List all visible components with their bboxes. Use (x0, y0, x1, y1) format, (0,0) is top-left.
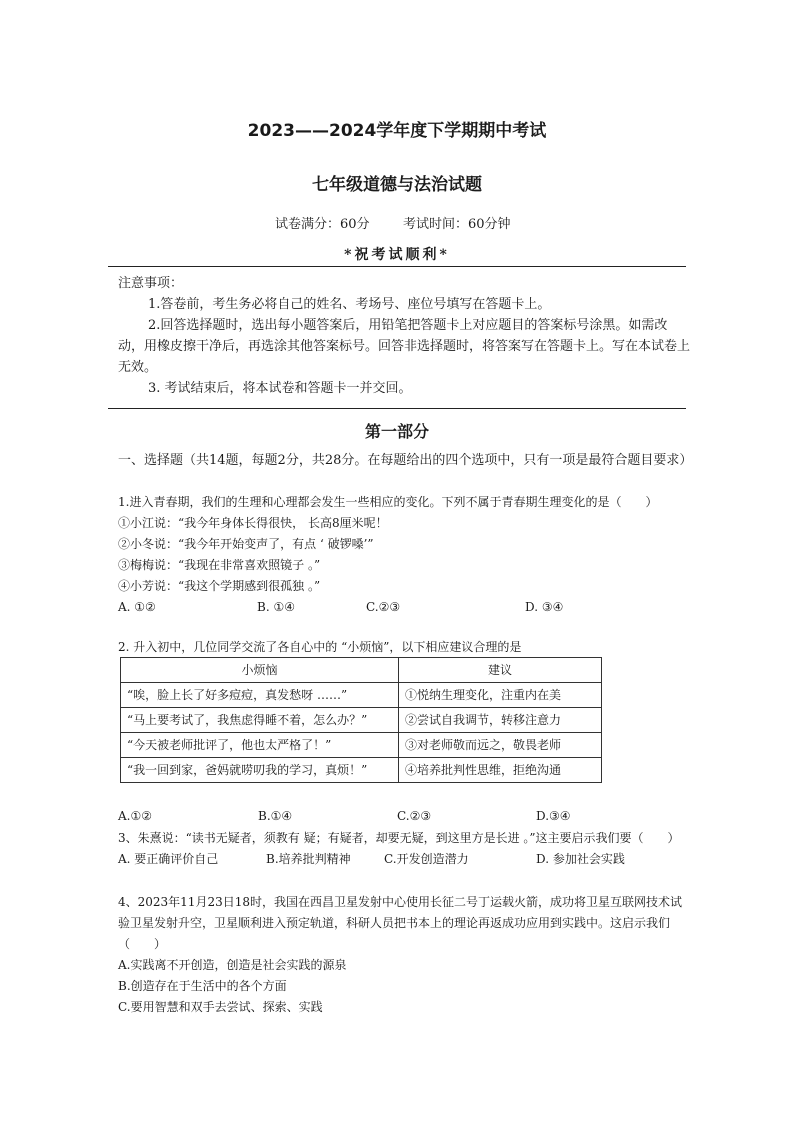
q1-statement: ③梅梅说：“我现在非常喜欢照镜子 。” (118, 558, 321, 572)
q1-option-a: A. ①② (118, 600, 156, 614)
q4-stem: 4、2023年11月23日18时，我国在西昌卫星发射中心使用长征二号丁运载火箭，成功将卫星互联网技术试验卫星发射升空，卫星顺利进入预定轨道，科研人员把书本上的理论再返成功应用到实践中。这启示我们（ ） (118, 895, 682, 951)
q2-options (118, 806, 690, 827)
exam-title: 2023——2024学年度下学期期中考试 (247, 121, 547, 141)
question-3 (118, 828, 690, 870)
full-score: 试卷满分：60分 (275, 217, 370, 232)
q1-option-d: D. ③④ (525, 600, 564, 614)
exam-time: 考试时间：60分钟 (403, 217, 511, 232)
q2-stem: 2. 升入初中，几位同学交流了各自心中的 “小烦恼”，以下相应建议合理的是 (118, 640, 522, 654)
advice-cell: ③对老师敬而远之，敬畏老师 (399, 733, 602, 758)
q1-option-b: B. ①④ (257, 600, 295, 614)
q1-statement: ①小江说：“我今年身体长得很快， 长高8厘米呢！ (118, 516, 388, 530)
q3-option-d: D. 参加社会实践 (536, 852, 625, 866)
q1-stem: 1.进入青春期，我们的生理和心理都会发生一些相应的变化。下列不属于青春期生理变化的是（ ） (118, 495, 658, 509)
q3-option-b: B.培养批判精神 (266, 852, 351, 866)
q2-option-d: D.③④ (536, 809, 571, 823)
notes-item-1: 1.答卷前，考生务必将自己的姓名、考场号、座位号填写在答题卡上。 (148, 297, 551, 312)
divider-bottom (108, 408, 686, 409)
exam-subtitle: 七年级道德与法治试题 (312, 175, 482, 195)
q3-option-a: A. 要正确评价自己 (118, 852, 219, 866)
q1-statement: ④小芳说：“我这个学期感到很孤独 。” (118, 579, 321, 593)
notes-block (118, 273, 690, 399)
worry-cell: “唉，脸上长了好多痘痘，真发愁呀 ……” (121, 683, 399, 708)
q1-option-c: C.②③ (366, 600, 401, 614)
col-header-worry: 小烦恼 (121, 658, 399, 683)
q2-options-block (118, 806, 690, 827)
q2-option-b: B.①④ (258, 809, 293, 823)
q2-stem-block (118, 637, 690, 658)
notes-heading: 注意事项： (118, 276, 184, 291)
part-title: 第一部分 (364, 422, 429, 441)
table-header-row (121, 658, 602, 683)
q4-option-b: B.创造存在于生活中的各个方面 (118, 979, 287, 993)
question-4 (118, 892, 690, 1018)
advice-cell: ②尝试自我调节，转移注意力 (399, 708, 602, 733)
q1-options (118, 597, 690, 618)
question-1 (118, 492, 690, 618)
worry-cell: “马上要考试了，我焦虑得睡不着，怎么办？” (121, 708, 399, 733)
table-row (121, 758, 602, 783)
section-heading (118, 450, 693, 471)
q1-statement: ②小冬说：“我今年开始变声了，有点 ‘ 破锣嗓’” (118, 537, 374, 551)
table-row (121, 733, 602, 758)
q3-options (118, 849, 690, 870)
worry-cell: “我一回到家，爸妈就唠叨我的学习，真烦！” (121, 758, 399, 783)
notes-item-2: 2.回答选择题时，选出每小题答案后，用铅笔把答题卡上对应题目的答案标号涂黑。如需改动，用橡皮擦干净后，再选涂其他答案标号。回答非选择题时，将答案写在答题卡上。写在本试卷上无效。 (118, 318, 691, 375)
table-row (121, 708, 602, 733)
q2-option-a: A.①② (118, 809, 152, 823)
q3-stem: 3、朱熹说：“读书无疑者，须教有 疑；有疑者，却要无疑，到这里方是长进 。”这主要启示我们要（ ） (118, 831, 680, 845)
worry-advice-table (120, 657, 602, 783)
advice-cell: ①悦纳生理变化，注重内在美 (399, 683, 602, 708)
good-luck-wish: *祝考试顺利* (344, 247, 450, 263)
notes-item-3: 3. 考试结束后，将本试卷和答题卡一并交回。 (148, 381, 412, 396)
section-1-instructions: 一、选择题（共14题，每题2分，共28分。在每题给出的四个选项中，只有一项是最符合题目要求） (118, 453, 693, 468)
q4-option-c: C.要用智慧和双手去尝试、探索、实践 (118, 1000, 323, 1014)
divider-top (108, 266, 686, 267)
q4-option-a: A.实践离不开创造，创造是社会实践的源泉 (118, 958, 347, 972)
col-header-advice: 建议 (399, 658, 602, 683)
worry-cell: “今天被老师批评了，他也太严格了！” (121, 733, 399, 758)
table-row (121, 683, 602, 708)
advice-cell: ④培养批判性思维，拒绝沟通 (399, 758, 602, 783)
q3-option-c: C.开发创造潜力 (384, 852, 469, 866)
q2-option-c: C.②③ (397, 809, 432, 823)
